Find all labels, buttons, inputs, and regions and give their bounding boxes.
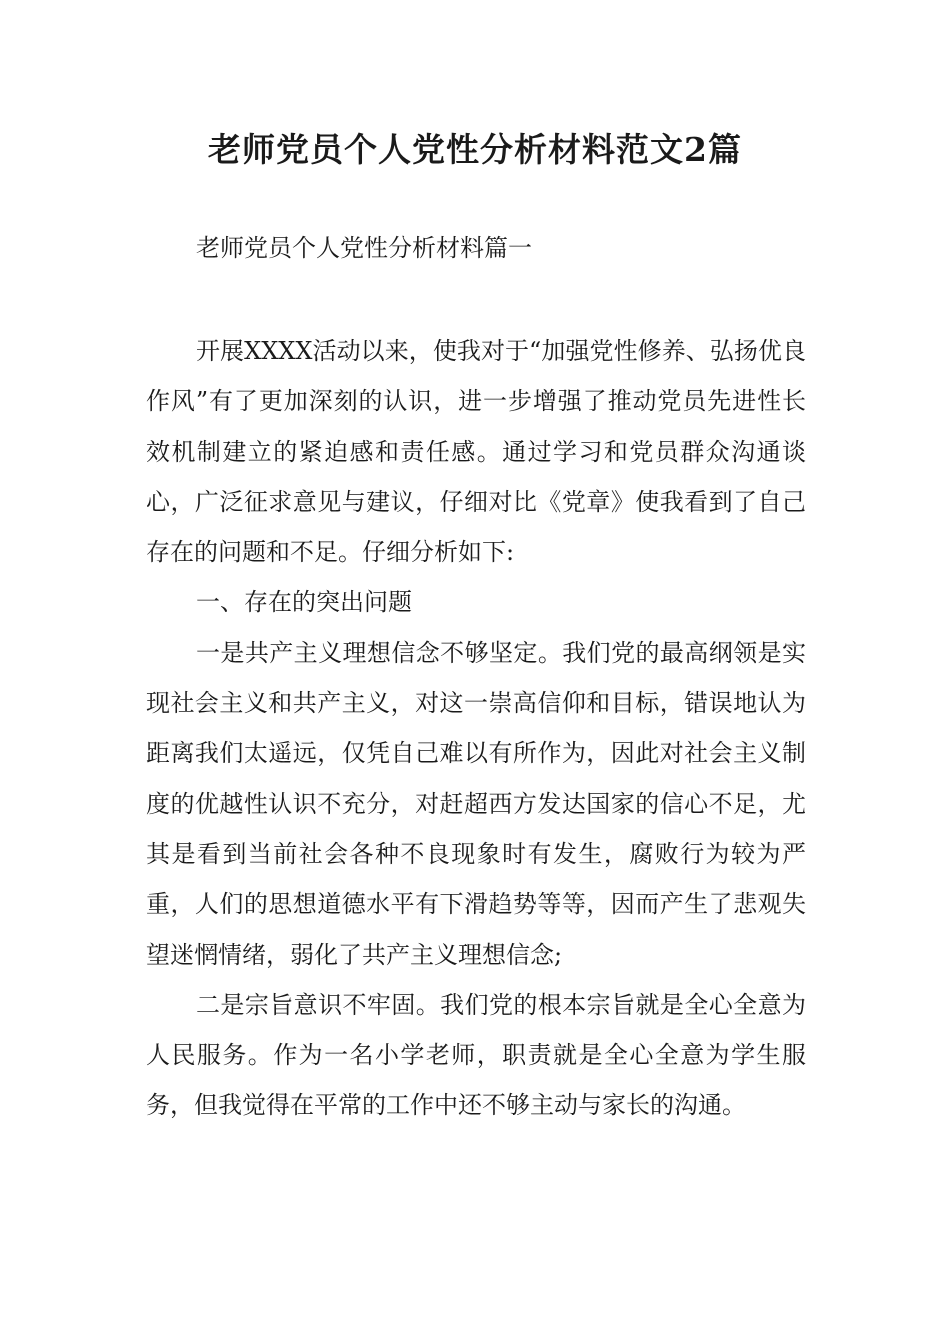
body-paragraph: 二是宗旨意识不牢固。我们党的根本宗旨就是全心全意为人民服务。作为一名小学老师，职责就是全心全意为学生服务，但我觉得在平常的工作中还不够主动与家长的沟通。 (146, 990, 806, 1120)
body-paragraph: 一是共产主义理想信念不够坚定。我们党的最高纲领是实现社会主义和共产主义，对这一崇高信仰和目标，错误地认为距离我们太遥远，仅凭自己难以有所作为，因此对社会主义制度的优越性认识不充分，对赶超西方发达国家的信心不足，尤其是看到当前社会各种不良现象时有发生，腐败行为较为严重，人们的思想道德水平有下滑趋势等等，因而产生了悲观失望迷惘情绪，弱化了共产主义理想信念; (146, 638, 806, 969)
body-paragraph: 开展XXXX活动以来，使我对于“加强党性修养、弘扬优良作风”有了更加深刻的认识，进一步增强了推动党员先进性长效机制建立的紧迫感和责任感。通过学习和党员群众沟通谈心，广泛征求意见与建议，仔细对比《党章》使我看到了自己存在的问题和不足。仔细分析如下: (146, 337, 806, 567)
document-title: 老师党员个人党性分析材料范文2篇 (208, 130, 742, 169)
section-subtitle: 老师党员个人党性分析材料篇一 (196, 234, 532, 262)
document-body (146, 326, 806, 1131)
section-heading: 一、存在的突出问题 (196, 588, 412, 617)
